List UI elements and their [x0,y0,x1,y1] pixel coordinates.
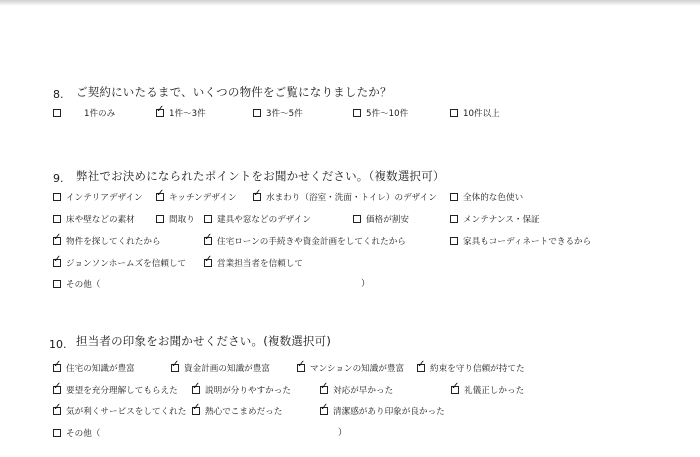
option-label: 約束を守り信頼が持てた [430,364,525,374]
option-label: マンションの知識が豊富 [310,364,405,374]
q9-text: 弊社でお決めになられたポイントをお聞かせください。（複数選択可） [76,169,445,183]
q9-option[interactable] [204,213,311,225]
option-label: 物件を探してくれたから [66,237,161,247]
check-icon: ✓ [53,359,62,370]
checkbox[interactable] [451,381,460,394]
q9-option[interactable] [450,235,591,247]
q8-option[interactable] [253,107,303,119]
q10-option[interactable] [53,359,135,374]
check-icon: ✓ [451,381,460,392]
q10-option[interactable] [192,402,283,417]
q8-option[interactable] [450,107,500,119]
option-label: 10件以上 [463,109,500,119]
option-label: インテリアデザイン [66,193,143,203]
check-icon: ✓ [53,402,62,413]
option-label: 住宅ローンの手続きや資金計画をしてくれたから [217,237,406,247]
check-icon: ✓ [320,402,329,413]
checkbox[interactable] [253,188,262,201]
checkbox[interactable] [204,254,213,267]
close-paren: ） [361,279,371,289]
checkbox[interactable] [53,402,62,415]
q8-option[interactable] [156,104,206,119]
checkbox[interactable] [156,104,165,117]
option-label: 全体的な色使い [463,193,524,203]
check-icon: ✓ [53,254,62,265]
q9-option[interactable] [253,188,437,203]
q10-option[interactable] [417,359,525,374]
option-label: 熱心でこまめだった [205,407,283,417]
checkbox[interactable] [192,402,201,415]
q10-option-other[interactable] [53,427,100,439]
option-label: 1件のみ [84,109,116,119]
option-label: 気が利くサービスをしてくれた [66,407,187,417]
checkbox[interactable] [450,215,458,223]
checkbox[interactable] [156,188,165,201]
checkbox[interactable] [171,359,180,372]
q9-option[interactable] [450,191,523,203]
q10-option[interactable] [53,381,178,396]
q9-option[interactable] [204,254,303,269]
option-label: 間取り [169,215,195,225]
q8-option[interactable] [353,107,408,119]
checkbox[interactable] [204,215,212,223]
check-icon: ✓ [53,381,62,392]
option-label: 水まわり（浴室・洗面・トイレ）のデザイン [266,193,437,203]
checkbox[interactable] [353,109,361,117]
option-label: キッチンデザイン [169,193,237,203]
checkbox[interactable] [53,359,62,372]
check-icon: ✓ [53,232,62,243]
q10-number: 10. [49,338,67,351]
checkbox[interactable] [53,254,62,267]
close-paren: ） [338,428,348,438]
q9-option[interactable] [53,213,135,225]
check-icon: ✓ [320,381,329,392]
check-icon: ✓ [204,232,213,243]
option-label: 対応が早かった [333,386,394,396]
option-label: 建具や窓などのデザイン [217,215,311,225]
option-label: 1件〜3件 [169,109,206,119]
option-label: 資金計画の知識が豊富 [184,364,270,374]
q10-text: 担当者の印象をお聞かせください。(複数選択可) [76,334,332,348]
checkbox[interactable] [204,232,213,245]
check-icon: ✓ [156,104,165,115]
option-label: 床や壁などの素材 [66,215,135,225]
checkbox[interactable] [53,280,61,288]
option-label: 価格が割安 [366,215,409,225]
checkbox[interactable] [320,381,329,394]
checkbox[interactable] [53,429,61,437]
q8-option[interactable] [53,107,115,119]
option-label: その他（ [66,429,101,439]
q8-number: 8. [53,88,64,101]
checkbox[interactable] [53,109,61,117]
q10-option[interactable] [320,402,445,417]
q9-number: 9. [53,172,64,185]
q10-option[interactable] [53,402,187,417]
checkbox[interactable] [450,109,458,117]
option-label: その他（ [66,280,101,290]
check-icon: ✓ [297,359,306,370]
option-label: 5件〜10件 [366,109,409,119]
check-icon: ✓ [417,359,426,370]
q9-option[interactable] [156,188,237,203]
q10-option[interactable] [297,359,405,374]
option-label: 3件〜5件 [266,109,303,119]
option-label: 礼儀正しかった [464,386,525,396]
check-icon: ✓ [204,254,213,265]
checkbox[interactable] [53,215,61,223]
checkbox[interactable] [156,215,164,223]
check-icon: ✓ [156,188,165,199]
checkbox[interactable] [353,215,361,223]
q10-option[interactable] [451,381,525,396]
check-icon: ✓ [192,381,201,392]
checkbox[interactable] [53,381,62,394]
check-icon: ✓ [253,188,262,199]
q9-option[interactable] [53,232,161,247]
q10-option[interactable] [320,381,394,396]
q9-option[interactable] [53,191,143,203]
checkbox[interactable] [320,402,329,415]
checkbox[interactable] [253,109,261,117]
q9-option[interactable] [53,254,187,269]
option-label: 家具もコーディネートできるから [463,237,592,247]
q10-option[interactable] [171,359,270,374]
q8-text: ご契約にいたるまで、いくつの物件をご覧になりましたか？ [76,85,392,99]
checkbox[interactable] [417,359,426,372]
q9-option-other[interactable] [53,278,100,290]
check-icon: ✓ [192,402,201,413]
option-label: 住宅の知識が豊富 [66,364,135,374]
checkbox[interactable] [450,193,458,201]
checkbox[interactable] [450,237,458,245]
q9-option[interactable] [156,213,195,225]
option-label: 営業担当者を信頼して [217,259,303,269]
option-label: 要望を充分理解してもらえた [66,386,178,396]
option-label: 説明が分りやすかった [205,386,291,396]
q10-option[interactable] [192,381,291,396]
checkbox[interactable] [53,232,62,245]
checkbox[interactable] [53,193,61,201]
q9-option[interactable] [450,213,540,225]
option-label: 清潔感があり印象が良かった [333,407,445,417]
option-label: メンテナンス・保証 [463,215,540,225]
checkbox[interactable] [192,381,201,394]
checkbox[interactable] [297,359,306,372]
option-label: ジョンソンホームズを信頼して [66,259,187,269]
q9-option[interactable] [353,213,409,225]
check-icon: ✓ [171,359,180,370]
scan-edge [0,0,700,6]
q9-option[interactable] [204,232,406,247]
